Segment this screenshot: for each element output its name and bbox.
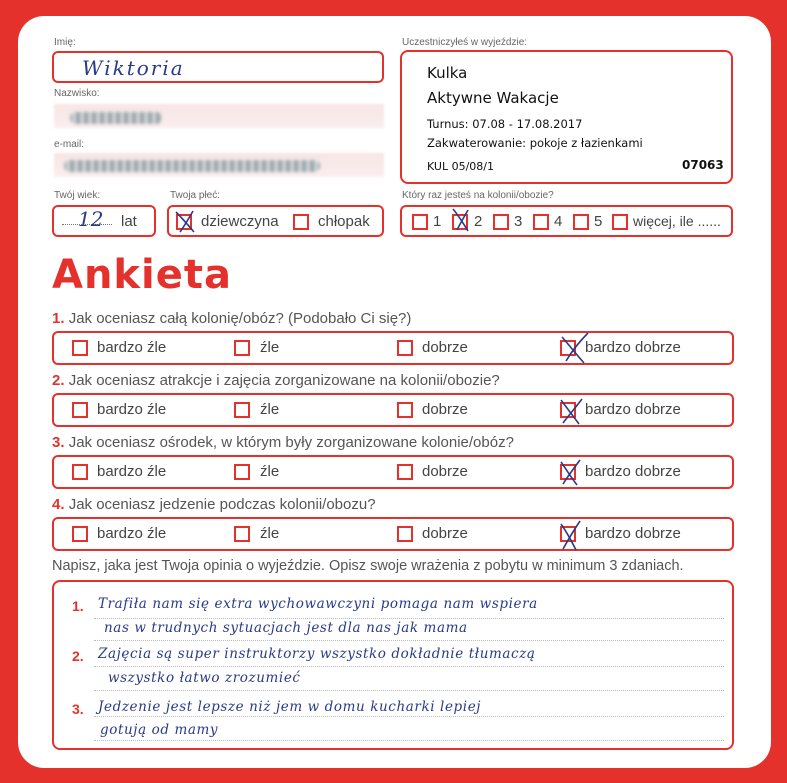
times-3-label: 3 (514, 213, 523, 230)
q2-option-2-label: źle (260, 401, 280, 418)
opinion-1-line-1: Trafiła nam się extra wychowawczyni pomaga nam wspiera (98, 596, 538, 612)
company-name: Kulka (427, 64, 468, 82)
times-more-checkbox[interactable] (612, 214, 628, 230)
times-1-checkbox[interactable] (412, 214, 428, 230)
q4-option-4-checkbox[interactable] (560, 526, 576, 542)
name-handwriting: Wiktoria (82, 56, 185, 80)
q1-option-1-checkbox[interactable] (72, 340, 88, 356)
name-label: Imię: (54, 37, 76, 48)
question-3 (52, 434, 514, 451)
q2-option-3-label: dobrze (422, 401, 468, 418)
times-2-checkbox[interactable] (452, 214, 468, 230)
surname-label: Nazwisko: (54, 88, 100, 99)
survey-title: Ankieta (52, 252, 232, 298)
q2-option-4-label: bardzo dobrze (585, 401, 681, 418)
gender-boy-checkbox[interactable] (293, 214, 309, 230)
q3-option-4-checkbox[interactable] (560, 464, 576, 480)
opinion-line (94, 740, 724, 741)
q1-option-3-label: dobrze (422, 339, 468, 356)
opinion-2-line-2: wszystko łatwo zrozumieć (108, 670, 301, 686)
opinion-3-number: 3. (72, 701, 84, 717)
question-1-text: Jak oceniasz całą kolonię/obóz? (Podobało Ci się?) (68, 310, 412, 327)
opinion-line (94, 618, 724, 619)
times-1-label: 1 (433, 213, 442, 230)
opinion-2-number: 2. (72, 648, 84, 664)
program-name: Aktywne Wakacje (427, 89, 559, 107)
times-5-checkbox[interactable] (573, 214, 589, 230)
q4-option-3-label: dobrze (422, 525, 468, 542)
question-2-number: 2. (52, 372, 65, 389)
q3-option-1-label: bardzo źle (97, 463, 167, 480)
opinion-line (94, 640, 724, 641)
trip-info-box (400, 50, 733, 184)
question-4-text: Jak oceniasz jedzenie podczas kolonii/obozu? (68, 496, 376, 513)
gender-girl-checkbox[interactable] (176, 214, 192, 230)
q1-option-3-checkbox[interactable] (397, 340, 413, 356)
q1-option-4-label: bardzo dobrze (585, 339, 681, 356)
q4-option-3-checkbox[interactable] (397, 526, 413, 542)
times-label: Który raz jesteś na kolonii/obozie? (402, 190, 554, 201)
gender-girl-label: dziewczyna (201, 213, 279, 230)
q3-option-2-checkbox[interactable] (234, 464, 250, 480)
q1-option-2-checkbox[interactable] (234, 340, 250, 356)
q4-option-2-checkbox[interactable] (234, 526, 250, 542)
opinion-line (94, 690, 724, 691)
q4-option-1-checkbox[interactable] (72, 526, 88, 542)
q3-option-1-checkbox[interactable] (72, 464, 88, 480)
question-4-number: 4. (52, 496, 65, 513)
opinion-1-number: 1. (72, 598, 84, 614)
q2-option-3-checkbox[interactable] (397, 402, 413, 418)
q2-option-4-checkbox[interactable] (560, 402, 576, 418)
age-unit: lat (121, 213, 137, 230)
times-3-checkbox[interactable] (493, 214, 509, 230)
opinion-3-line-2: gotują od mamy (100, 722, 219, 738)
opinion-2-line-1: Zajęcia są super instruktorzy wszystko dokładnie tłumaczą (98, 646, 536, 662)
accommodation-label: Zakwaterowanie: (427, 136, 527, 150)
opinion-3-line-1: Jedzenie jest lepsze niż jem w domu kucharki lepiej (98, 699, 482, 715)
q3-option-3-label: dobrze (422, 463, 468, 480)
q2-option-1-checkbox[interactable] (72, 402, 88, 418)
age-field[interactable] (52, 205, 156, 237)
q1-option-4-checkbox[interactable] (560, 340, 576, 356)
q3-option-4-label: bardzo dobrze (585, 463, 681, 480)
turnus-row (427, 117, 582, 131)
times-2-label: 2 (474, 213, 483, 230)
trip-number: 07063 (682, 158, 724, 172)
question-3-number: 3. (52, 434, 65, 451)
q2-option-2-checkbox[interactable] (234, 402, 250, 418)
question-2-text: Jak oceniasz atrakcje i zajęcia zorganizowane na kolonii/obozie? (68, 372, 500, 389)
question-1 (52, 310, 411, 327)
opinion-line (94, 666, 724, 667)
accommodation-row (427, 136, 643, 150)
email-label: e-mail: (54, 139, 85, 150)
gender-boy-label: chłopak (318, 213, 370, 230)
opinion-line (94, 716, 724, 717)
q3-option-2-label: źle (260, 463, 280, 480)
q4-option-2-label: źle (260, 525, 280, 542)
times-5-label: 5 (594, 213, 603, 230)
opinion-prompt: Napisz, jaka jest Twoja opinia o wyjeździe. Opisz swoje wrażenia z pobytu w minimum 3 zdaniach. (52, 558, 684, 574)
opinion-1-line-2: nas w trudnych sytuacjach jest dla nas jak mama (104, 620, 468, 636)
q1-option-1-label: bardzo źle (97, 339, 167, 356)
accommodation-value: pokoje z łazienkami (529, 136, 643, 150)
question-3-text: Jak oceniasz ośrodek, w którym były zorganizowane kolonie/obóz? (68, 434, 514, 451)
question-2 (52, 372, 500, 389)
trip-code: KUL 05/08/1 (427, 160, 494, 173)
times-4-label: 4 (554, 213, 563, 230)
q1-option-2-label: źle (260, 339, 280, 356)
email-redacted (64, 160, 320, 172)
age-label: Twój wiek: (54, 190, 101, 201)
q3-option-3-checkbox[interactable] (397, 464, 413, 480)
gender-label: Twoja płeć: (170, 190, 221, 201)
trip-label: Uczestniczyłeś w wyjeździe: (402, 37, 528, 48)
q4-option-1-label: bardzo źle (97, 525, 167, 542)
q2-option-1-label: bardzo źle (97, 401, 167, 418)
turnus-value: 07.08 - 17.08.2017 (472, 117, 583, 131)
question-4 (52, 496, 376, 513)
age-handwriting: 12 (78, 207, 104, 231)
q4-option-4-label: bardzo dobrze (585, 525, 681, 542)
times-4-checkbox[interactable] (533, 214, 549, 230)
question-1-number: 1. (52, 310, 65, 327)
surname-redacted (70, 112, 162, 124)
opinion-box[interactable] (52, 580, 734, 750)
turnus-label: Turnus: (427, 117, 469, 131)
times-more-label: więcej, ile ...... (633, 213, 721, 229)
